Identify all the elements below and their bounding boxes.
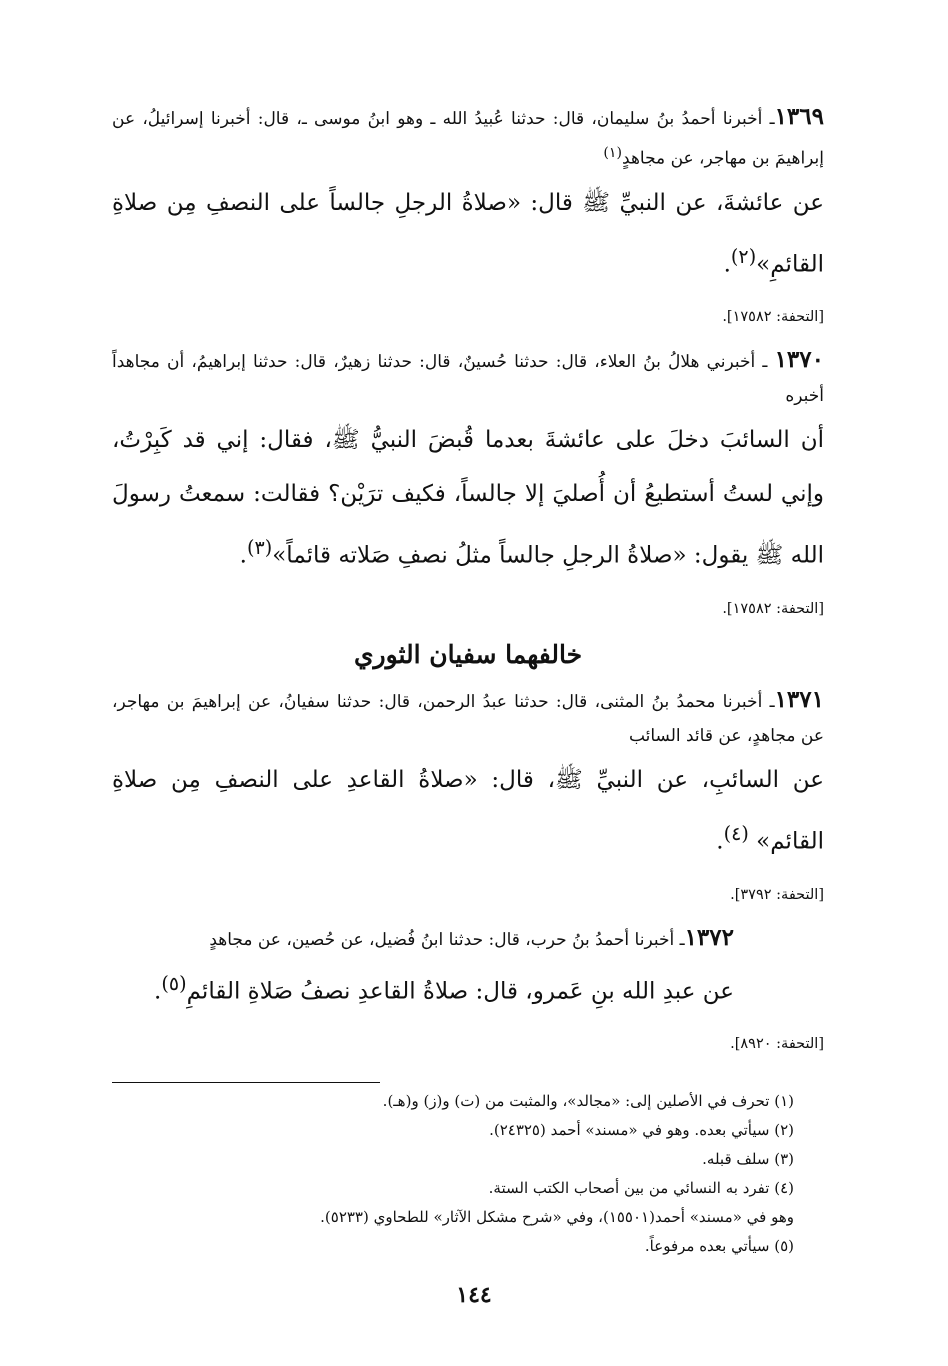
hadith-text: عن السائبِ، عن النبيِّ ﷺ، قال: «صلاةُ القاعدِ على النصفِ مِن صلاةِ القائم» $^{(٤)}$.	[112, 766, 824, 855]
hadith-chain	[112, 683, 824, 753]
hadith-1371	[112, 683, 824, 907]
hadith-number: ١٣٧١	[774, 685, 824, 713]
footnote-marker: (٤)	[723, 821, 749, 845]
matn-text: عن عبدِ الله بنِ عَمرو، قال: صلاةُ القاعدِ نصفُ صَلاةِ القائمِ	[186, 978, 734, 1005]
footnote-2: (٢) سيأتي بعده. وهو في «مسند» أحمد (٢٤٣٢٥).	[489, 1121, 794, 1140]
hadith-chain	[112, 343, 824, 413]
footnote-4-continued: وهو في «مسند» أحمد(١٥٥٠١)، وفي «شرح مشكل الآثار» للطحاوي (٥٢٣٣).	[320, 1208, 794, 1227]
footnote-4: (٤) تفرد به النسائي من بين أصحاب الكتب الستة.	[488, 1179, 794, 1198]
section-heading: خالفهما سفيان الثوري	[353, 639, 583, 669]
hadith-text: عن عبدِ الله بنِ عَمرو، قال: صلاةُ القاعدِ نصفُ صَلاةِ القائمِ$^{(٥)}$.	[154, 971, 734, 1005]
chain-text: ـ أخبرنا أحمدُ بنُ سليمان، قال: حدثنا عُبيدُ الله ـ وهو ابنُ موسى ـ، قال: أخبرنا إسرائيلُ، عن إبراهيمَ بن مهاجر، عن مجاهدٍ	[112, 109, 824, 169]
footnote-separator-wrap	[112, 1082, 824, 1083]
footnote-separator	[112, 1082, 380, 1083]
hadith-number: ١٣٧٠	[774, 346, 824, 374]
hadith-1372	[112, 921, 824, 1057]
tuhfa-reference: [التحفة: ١٧٥٨٢].	[722, 600, 824, 617]
chain-text: ـ أخبرنا أحمدُ بنُ حرب، قال: حدثنا ابنُ فُضيل، عن حُصين، عن مجاهدٍ	[209, 929, 685, 950]
chain-text: ـ أخبرني هلالُ بنُ العلاء، قال: حدثنا حُسينٌ، قال: حدثنا زهيرٌ، قال: حدثنا إبراهيمُ، أن مجاهداً أخبره	[112, 352, 824, 407]
footnote-marker: (٢)	[730, 244, 757, 268]
footnote-marker: (١)	[603, 145, 623, 161]
matn-text: عن عائشةَ، عن النبيِّ ﷺ قال: «صلاةُ الرجلِ جالساً على النصفِ مِن صلاةِ القائمِ»	[112, 189, 824, 278]
hadith-text: أن السائبَ دخلَ على عائشةَ بعدما قُبضَ النبيُّ ﷺ، فقال: إني قد كَبِرْتُ، وإني لستُ أستطيعُ أن أُصليَ إلا جالساً، فكيف ترَيْن؟ فقالت: سمعتُ رسولَ الله ﷺ يقول: «صلاةُ الرجلِ جالساً مثلُ نصفِ صَلاته قائماً»$^{(٣)}$.	[112, 427, 824, 569]
page-number: ١٤٤	[456, 1282, 492, 1308]
hadith-number: ١٣٧٢	[684, 923, 734, 951]
footnote-marker: (٣)	[246, 536, 273, 560]
chain-text: ـ أخبرنا محمدُ بنُ المثنى، قال: حدثنا عبدُ الرحمن، قال: حدثنا سفيانُ، عن إبراهيمَ بن مهاجر، عن مجاهدٍ، عن قائد السائب	[112, 691, 824, 746]
footnote-1: (١) تحرف في الأصلين إلى: «مجالد»، والمثبت من (ت) و(ز) و(هـ).	[382, 1092, 794, 1111]
footnote-marker: (٥)	[161, 971, 187, 995]
book-page	[112, 100, 824, 1330]
hadith-1370	[112, 343, 824, 621]
matn-text: أن السائبَ دخلَ على عائشةَ بعدما قُبضَ النبيُّ ﷺ، فقال: إني قد كَبِرْتُ، وإني لستُ أستطيعُ أن أُصليَ إلا جالساً، فكيف ترَيْن؟ فقالت: سمعتُ رسولَ الله ﷺ يقول: «صلاةُ الرجلِ جالساً مثلُ نصفِ صَلاته قائماً»	[112, 427, 824, 569]
hadith-chain	[112, 921, 824, 957]
matn-text: عن السائبِ، عن النبيِّ ﷺ، قال: «صلاةُ القاعدِ على النصفِ مِن صلاةِ القائم»	[112, 766, 824, 855]
hadith-chain	[112, 100, 824, 176]
footnotes	[112, 1087, 824, 1261]
tuhfa-reference: [التحفة: ١٧٥٨٢].	[722, 309, 824, 326]
tuhfa-reference: [التحفة: ٨٩٢٠].	[730, 1036, 824, 1053]
hadith-number: ١٣٦٩	[774, 103, 824, 130]
footnote-3: (٣) سلف قبله.	[702, 1150, 794, 1169]
hadith-text: عن عائشةَ، عن النبيِّ ﷺ قال: «صلاةُ الرجلِ جالساً على النصفِ مِن صلاةِ القائمِ»$^{(٢)}$.	[112, 189, 824, 278]
footnote-5: (٥) سيأتي بعده مرفوعاً.	[644, 1237, 794, 1256]
hadith-1369	[112, 100, 824, 329]
tuhfa-reference: [التحفة: ٣٧٩٢].	[730, 886, 824, 903]
